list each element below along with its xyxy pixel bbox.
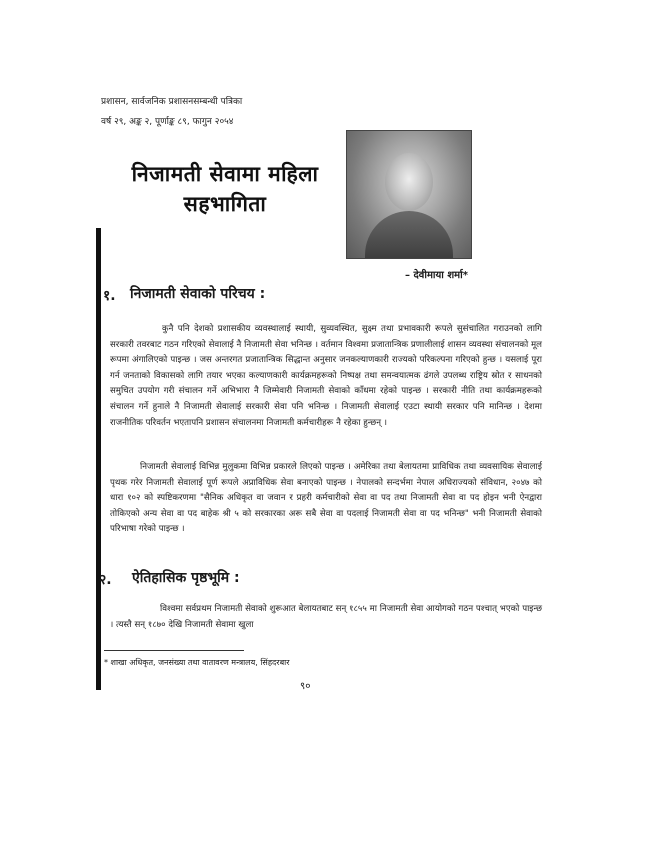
article-title-line1: निजामती सेवामा महिला: [131, 161, 319, 186]
issue-info: वर्ष २९, अङ्क २, पूर्णाङ्क ८९, फागुन २०५४: [101, 117, 234, 127]
author-name: – देवीमाया शर्मा*: [405, 270, 468, 281]
section-1-heading: निजामती सेवाको परिचय :: [130, 286, 266, 302]
footnote: * शाखा अधिकृत, जनसंख्या तथा वातावरण मन्त्रालय, सिंहदरबार: [104, 658, 290, 667]
section-1-paragraph-2: निजामती सेवालाई विभिन्न मुलुकमा विभिन्न प्रकारले लिएको पाइन्छ । अमेरिका तथा बेलायतमा प्राविधिक तथा व्यवसायिक सेवालाई पृथक गरेर निजामती सेवालाई पूर्ण रूपले अप्राविधिक सेवा बनाएको पाइन्छ । नेपालको सन्दर्भमा नेपाल अधिराज्यको संविधान, २०४७ को धारा १०२ को स्पष्टिकरणमा "सैनिक अधिकृत वा जवान र प्रहरी कर्मचारीको सेवा वा पद तथा निजामती सेवा वा पद होइन भनी ऐनद्वारा तोकिएको अन्य सेवा वा पद बाहेक श्री ५ को सरकारका अरू सबै सेवा वा पदलाई निजामती सेवा वा पद भनिन्छ" भनी निजामती सेवाको परिभाषा गरेको पाइन्छ ।: [110, 462, 542, 535]
page-number: ९०: [300, 681, 311, 692]
author-photo-shoulders: [365, 211, 453, 258]
page-edge-bar: [96, 228, 101, 690]
section-1-paragraph-1: कुनै पनि देशको प्रशासकीय व्यवस्थालाई स्थायी, सुव्यवस्थित, सुक्ष्म तथा प्रभावकारी रूपले सुसंचालित गराउनको लागि सरकारी तवरबाट गठन गरिएको सेवालाई नै निजामती सेवा भनिन्छ । वर्तमान विश्वमा प्रजातान्त्रिक प्रणालीलाई शासन व्यवस्था संचालनको मूल रूपमा अंगालिएको पाइन्छ । जस अन्तरगत प्रजातान्त्रिक सिद्धान्त अनुसार जनकल्याणकारी राज्यको परिकल्पना गरिएको हुन्छ । यसलाई पूरा गर्न जनताको विकासको लागि तयार भएका कल्याणकारी कार्यक्रमहरूको निष्पक्ष तथा समन्वयात्मक ढंगले उपलब्ध राष्ट्रिय स्रोत र साधनको समुचित उपयोग गरी संचालन गर्ने अभिभारा नै जिम्मेवारी निजामती सेवाको काँधमा रहेको पाइन्छ । सरकारी नीति तथा कार्यक्रमहरूको संचालन गर्ने हुनाले नै निजामती सेवालाई सरकारी सेवा पनि भनिन्छ । निजामती सेवालाई एउटा स्थायी सरकार पनि मानिन्छ । देशमा राजनीतिक परिवर्तन भएतापनि प्रशासन संचालनमा निजामती कर्मचारीहरू नै रहेका हुन्छन् ।: [110, 324, 542, 428]
section-2-paragraph-1: विश्वमा सर्वप्रथम निजामती सेवाको शुरूआत बेलायतबाट सन् १८५५ मा निजामती सेवा आयोगको गठन पश्चात् भएको पाइन्छ । त्यस्तै सन् १८७० देखि निजामती सेवामा खुला: [110, 604, 542, 630]
author-photo-face: [385, 153, 433, 211]
section-1-number: १.: [103, 288, 116, 304]
section-2-heading: ऐतिहासिक पृष्ठभूमि :: [132, 570, 240, 586]
footnote-divider: [104, 650, 244, 651]
journal-name: प्रशासन, सार्वजनिक प्रशासनसम्बन्धी पत्रिका: [101, 97, 243, 107]
author-photo: [346, 130, 472, 259]
article-title-line2: सहभागिता: [183, 191, 267, 216]
section-2-number: २.: [99, 572, 112, 588]
